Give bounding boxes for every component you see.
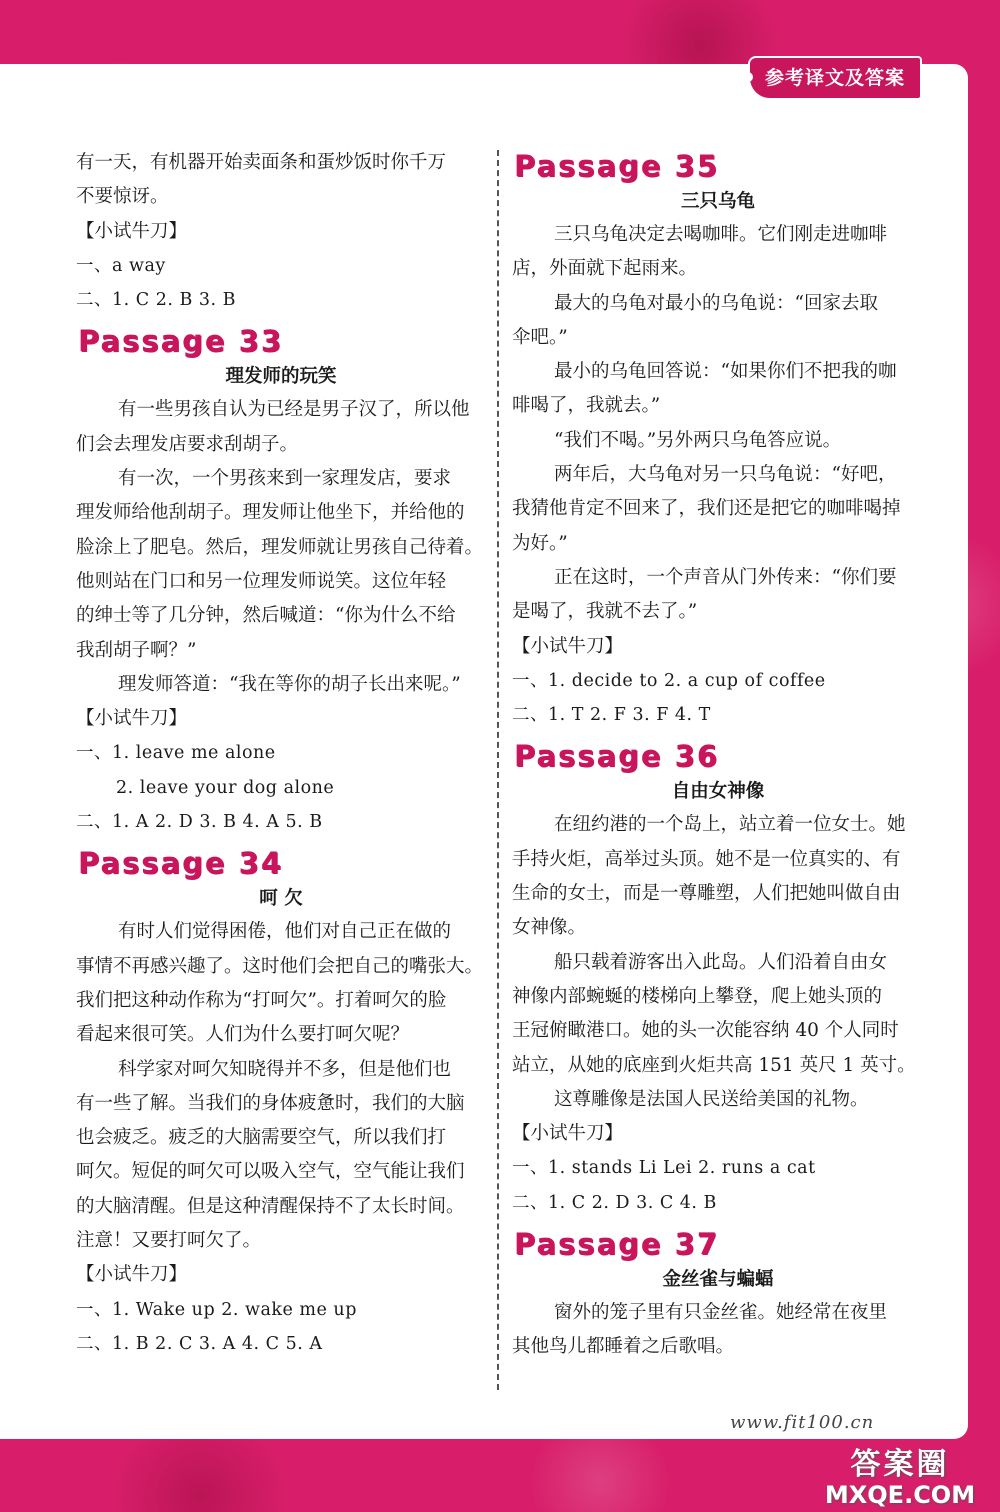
tag-dot <box>743 72 753 82</box>
column-divider <box>497 150 499 1390</box>
answer-line: 一、1. decide to 2. a cup of coffee <box>512 670 826 691</box>
passage-heading: Passage 35 <box>514 149 720 183</box>
passage-title: 呵 欠 <box>259 888 303 910</box>
text-line: 神像内部蜿蜒的楼梯向上攀登，爬上她头顶的 <box>512 985 883 1007</box>
text-line: 有时人们觉得困倦，他们对自己正在做的 <box>118 921 452 943</box>
quiz-label: 【小试牛刀】 <box>76 1264 188 1286</box>
text-line: 其他鸟儿都睡着之后歌唱。 <box>512 1336 735 1358</box>
text-line: 最大的乌龟对最小的乌龟说：“回家去取 <box>554 292 878 314</box>
answer-line: 二、1. A 2. D 3. B 4. A 5. B <box>76 812 323 833</box>
text-line: 的绅士等了几分钟，然后喊道：“你为什么不给 <box>76 605 456 627</box>
text-line: 我猜他肯定不回来了，我们还是把它的咖啡喝掉 <box>512 498 901 520</box>
quiz-label: 【小试牛刀】 <box>512 1123 624 1145</box>
text-line: 他则站在门口和另一位理发师说笑。这位年轻 <box>76 570 447 592</box>
answer-line: 一、1. leave me alone <box>76 743 276 764</box>
text-line: 在纽约港的一个岛上，站立着一位女士。她 <box>554 814 906 836</box>
passage-title: 自由女神像 <box>671 781 765 803</box>
right-column <box>512 146 924 1365</box>
text-line: 看起来很可笑。人们为什么要打呵欠呢？ <box>76 1024 410 1046</box>
passage-heading: Passage 37 <box>514 1227 720 1262</box>
answer-line: 一、1. stands Li Lei 2. runs a cat <box>512 1158 816 1179</box>
text-line: 们会去理发店要求刮胡子。 <box>76 433 299 455</box>
passage-title: 三只乌龟 <box>680 191 755 212</box>
text-line: “我们不喝。”另外两只乌龟答应说。 <box>554 429 842 451</box>
text-line: 站立，从她的底座到火炬共高 151 英尺 1 英寸。 <box>512 1054 916 1076</box>
text-line: 科学家对呵欠知晓得并不多，但是他们也 <box>118 1058 452 1080</box>
passage-title: 理发师的玩笑 <box>225 366 337 388</box>
text-line: 有一些男孩自认为已经是男子汉了，所以他 <box>118 399 470 421</box>
text-line: 事情不再感兴趣了。这时他们会把自己的嘴张大。 <box>76 955 484 977</box>
text-line: 不要惊讶。 <box>76 186 169 208</box>
section-tag <box>748 56 922 100</box>
answer-line: 二、1. C 2. D 3. C 4. B <box>512 1192 717 1213</box>
passage-heading: Passage 33 <box>78 324 284 359</box>
text-line: 注意！又要打呵欠了。 <box>76 1230 262 1252</box>
text-line: 有一些了解。当我们的身体疲惫时，我们的大脑 <box>76 1092 465 1114</box>
answer-line: 一、1. Wake up 2. wake me up <box>76 1299 357 1320</box>
text-line: 这尊雕像是法国人民送给美国的礼物。 <box>554 1088 869 1110</box>
passage-title: 金丝雀与蝙蝠 <box>662 1269 774 1291</box>
text-line: 啡喝了，我就去。” <box>512 395 661 417</box>
text-line: 有一次，一个男孩来到一家理发店，要求 <box>118 468 452 490</box>
text-line: 的大脑清醒。但是这种清醒保持不了太长时间。 <box>76 1195 465 1217</box>
text-line: 我们把这种动作称为“打呵欠”。打着呵欠的脸 <box>76 989 447 1011</box>
text-line: 窗外的笼子里有只金丝雀。她经常在夜里 <box>554 1302 888 1324</box>
text-line: 呵欠。短促的呵欠可以吸入空气，空气能让我们 <box>76 1161 465 1183</box>
text-line: 船只载着游客出入此岛。人们沿着自由女 <box>554 951 888 973</box>
answer-line: 一、a way <box>76 255 166 276</box>
text-line: 理发师答道：“我在等你的胡子长出来呢。” <box>118 673 461 695</box>
text-line: 伞吧。” <box>512 326 568 348</box>
watermark-en: MXQE.COM <box>824 1481 976 1509</box>
text-line: 正在这时，一个声音从门外传来：“你们要 <box>554 566 897 588</box>
text-line: 店，外面就下起雨来。 <box>512 258 698 280</box>
answer-line: 二、1. T 2. F 3. F 4. T <box>512 705 711 726</box>
text-line: 理发师给他刮胡子。理发师让他坐下，并给他的 <box>76 502 465 524</box>
text-line: 有一天，有机器开始卖面条和蛋炒饭时你千万 <box>76 152 447 173</box>
quiz-label: 【小试牛刀】 <box>512 635 624 657</box>
footer-url: www.fit100.cn <box>730 1412 875 1433</box>
text-line: 女神像。 <box>512 917 587 939</box>
quiz-label: 【小试牛刀】 <box>76 708 188 730</box>
answer-line: 2. leave your dog alone <box>116 777 335 798</box>
answer-line: 二、1. C 2. B 3. B <box>76 290 237 311</box>
text-line: 为好。” <box>512 532 568 554</box>
text-line: 两年后，大乌龟对另一只乌龟说：“好吧， <box>554 464 897 486</box>
passage-heading: Passage 34 <box>78 846 284 881</box>
text-line: 手持火炬，高举过头顶。她不是一位真实的、有 <box>512 848 901 870</box>
left-column <box>76 146 486 1361</box>
watermark-logo <box>805 1448 995 1508</box>
text-line: 王冠俯瞰港口。她的头一次能容纳 40 个人同时 <box>512 1020 899 1042</box>
text-line: 是喝了，我就不去了。” <box>512 601 698 623</box>
text-line: 脸涂上了肥皂。然后，理发师就让男孩自己待着。 <box>76 536 484 558</box>
watermark-cn: 答案圈 <box>850 1447 950 1482</box>
text-line: 三只乌龟决定去喝咖啡。它们刚走进咖啡 <box>554 224 888 245</box>
passage-heading: Passage 36 <box>514 739 720 774</box>
text-line: 我刮胡子啊？” <box>76 639 197 661</box>
quiz-label: 【小试牛刀】 <box>76 220 188 242</box>
answer-line: 二、1. B 2. C 3. A 4. C 5. A <box>76 1333 323 1354</box>
text-line: 也会疲乏。疲乏的大脑需要空气，所以我们打 <box>76 1127 447 1149</box>
section-tag-label: 参考译文及答案 <box>764 67 905 89</box>
text-line: 最小的乌龟回答说：“如果你们不把我的咖 <box>554 361 897 383</box>
text-line: 生命的女士，而是一尊雕塑，人们把她叫做自由 <box>512 883 901 905</box>
